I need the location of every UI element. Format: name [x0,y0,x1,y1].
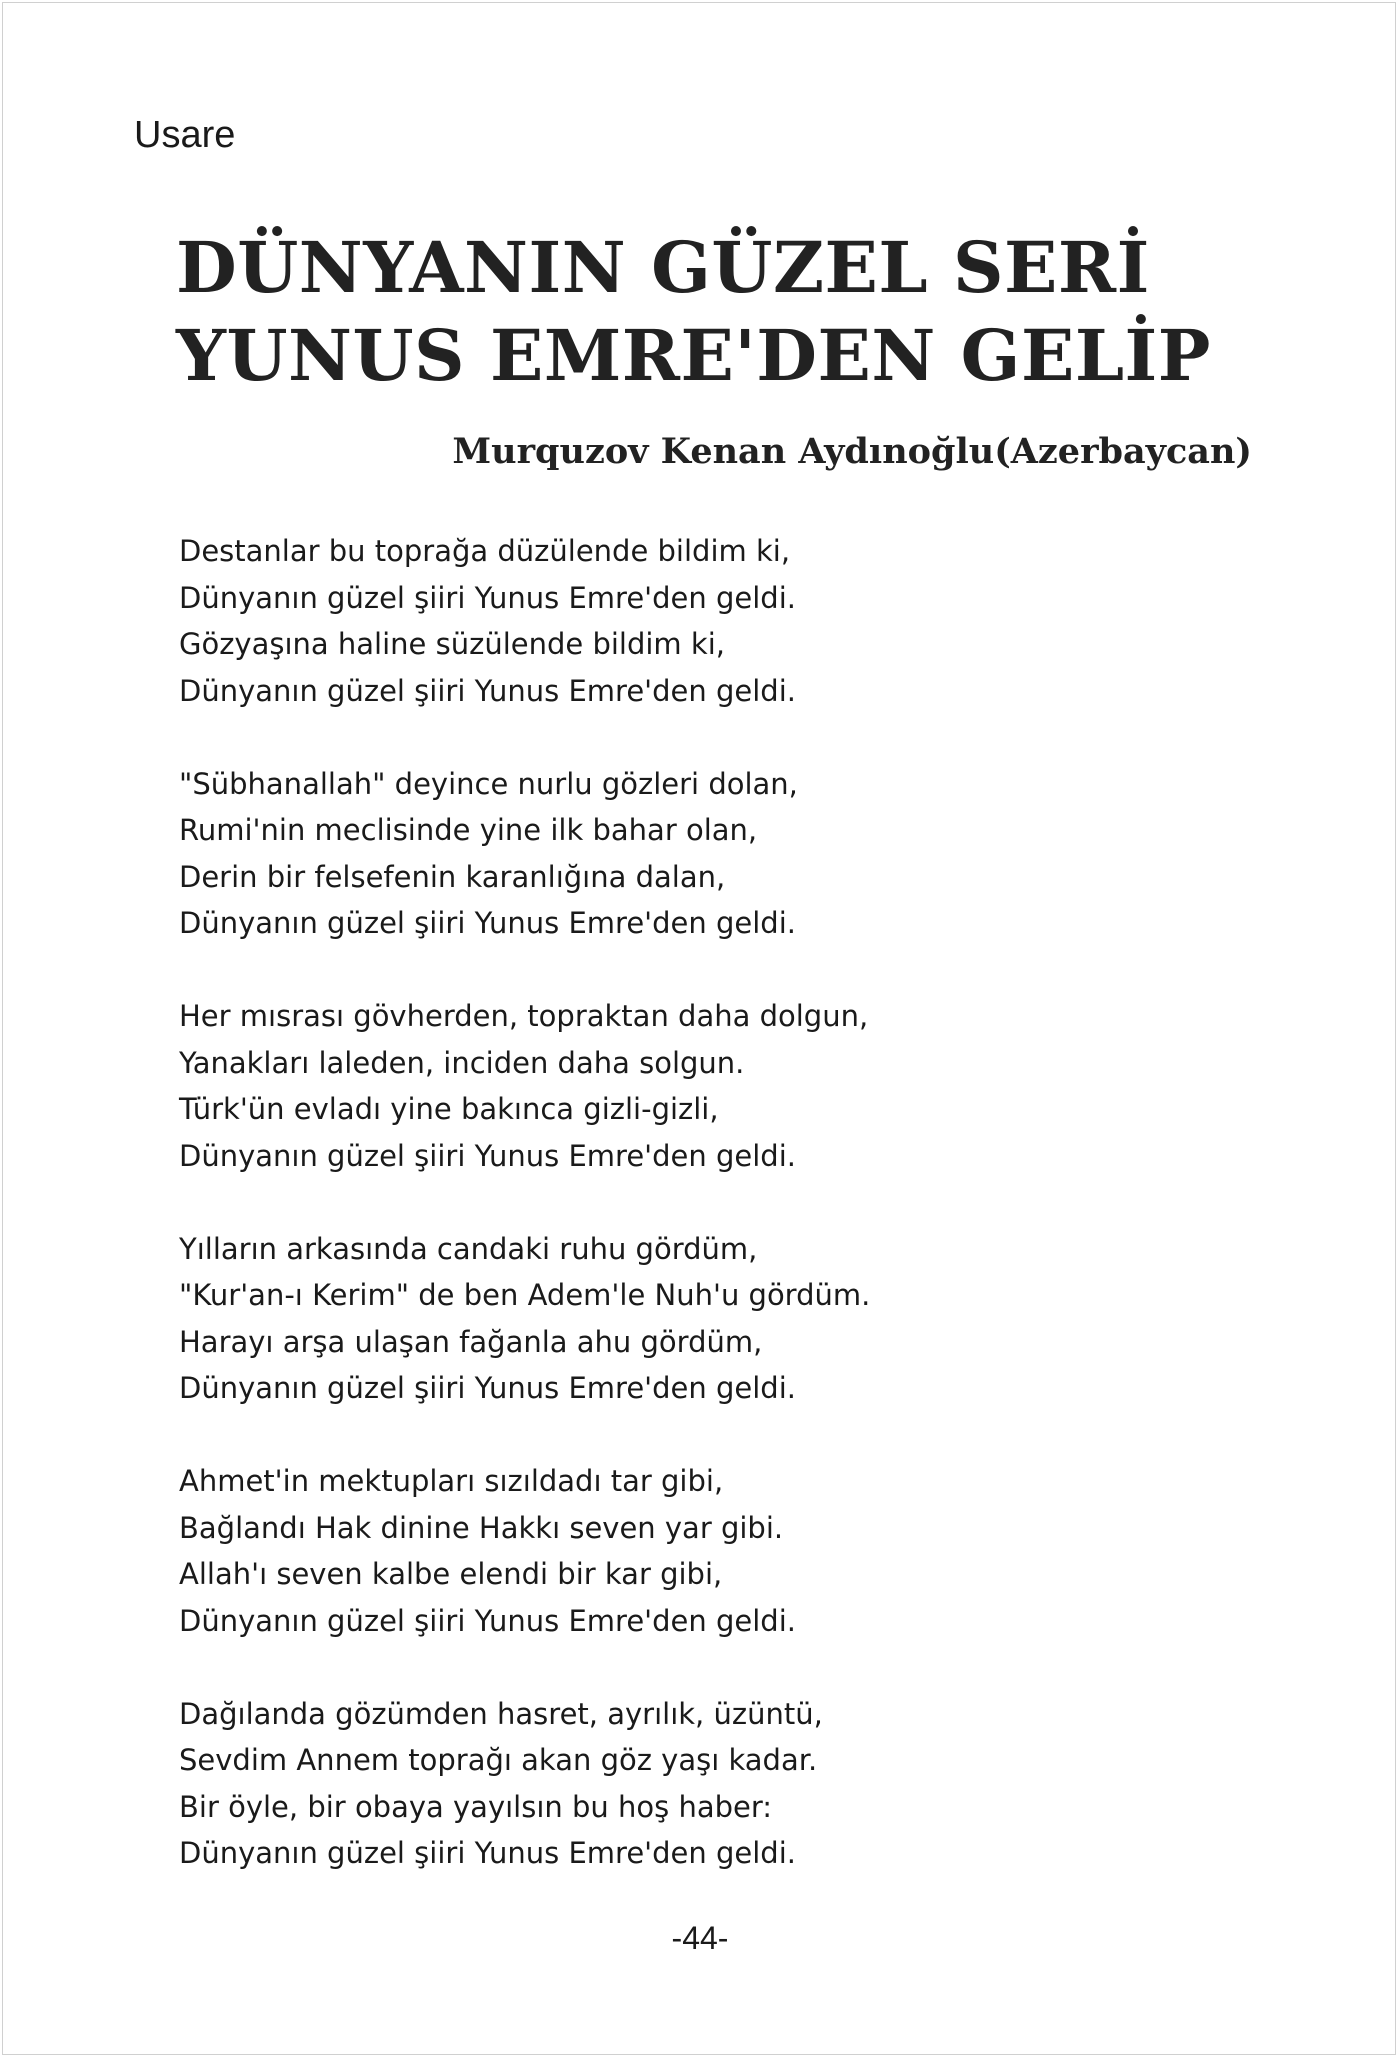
verse-line: Harayı arşa ulaşan fağanla ahu gördüm, [179,1324,763,1359]
verse-line: Bir öyle, bir obaya yayılsın bu hoş haber: [179,1789,773,1824]
stanza [179,993,870,1179]
poem-title [176,224,1211,400]
title-line: DÜNYANIN GÜZEL SERİ [176,226,1150,309]
page-number: -44- [671,1920,729,1956]
verse-line: Ahmet'in mektupları sızıldadı tar gibi, [179,1464,724,1498]
title-line: YUNUS EMRE'DEN GELİP [176,314,1211,397]
running-header: Usare [134,114,236,156]
verse-line: Dağılanda gözümden hasret, ayrılık, üzüntü, [179,1696,823,1731]
author-byline: Murquzov Kenan Aydınoğlu(Azerbaycan) [452,431,1252,472]
verse-line: Yılların arkasında candaki ruhu gördüm, [179,1231,758,1266]
stanza [179,761,870,947]
verse-line: Gözyaşına haline süzülende bildim ki, [179,627,725,661]
verse-line: Destanlar bu toprağa düzülende bildim ki, [179,534,791,568]
verse-line: Sevdim Annem toprağı akan göz yaşı kadar. [179,1743,818,1777]
verse-line: Dünyanın güzel şiiri Yunus Emre'den geldi. [179,673,796,708]
stanza [179,1226,870,1412]
verse-line: "Kur'an-ı Kerim" de ben Adem'le Nuh'u gördüm. [179,1278,871,1312]
verse-line: Bağlandı Hak dinine Hakkı seven yar gibi. [179,1510,784,1545]
verse-line: Dünyanın güzel şiiri Yunus Emre'den geldi. [179,1836,796,1870]
verse-line: Rumi'nin meclisinde yine ilk bahar olan, [179,813,758,847]
verse-line: Dünyanın güzel şiiri Yunus Emre'den geldi. [179,1138,796,1173]
verse-line: "Sübhanallah" deyince nurlu gözleri dolan, [179,766,798,801]
stanza [179,528,870,714]
verse-line: Türk'ün evladı yine bakınca gizli-gizli, [179,1092,719,1126]
stanza [179,1691,870,1877]
verse-line: Dünyanın güzel şiiri Yunus Emre'den geldi. [179,1603,796,1638]
verse-line: Her mısrası gövherden, topraktan daha dolgun, [179,999,869,1033]
verse-line: Dünyanın güzel şiiri Yunus Emre'den geldi. [179,906,796,940]
verse-line: Allah'ı seven kalbe elendi bir kar gibi, [179,1557,723,1591]
verse-line: Yanakları laleden, inciden daha solgun. [179,1045,745,1080]
verse-line: Derin bir felsefenin karanlığına dalan, [179,859,726,894]
verse-line: Dünyanın güzel şiiri Yunus Emre'den geldi. [179,1371,796,1405]
stanza [179,1458,870,1644]
verse-line: Dünyanın güzel şiiri Yunus Emre'den geldi. [179,580,796,615]
poem-body [179,528,870,1877]
